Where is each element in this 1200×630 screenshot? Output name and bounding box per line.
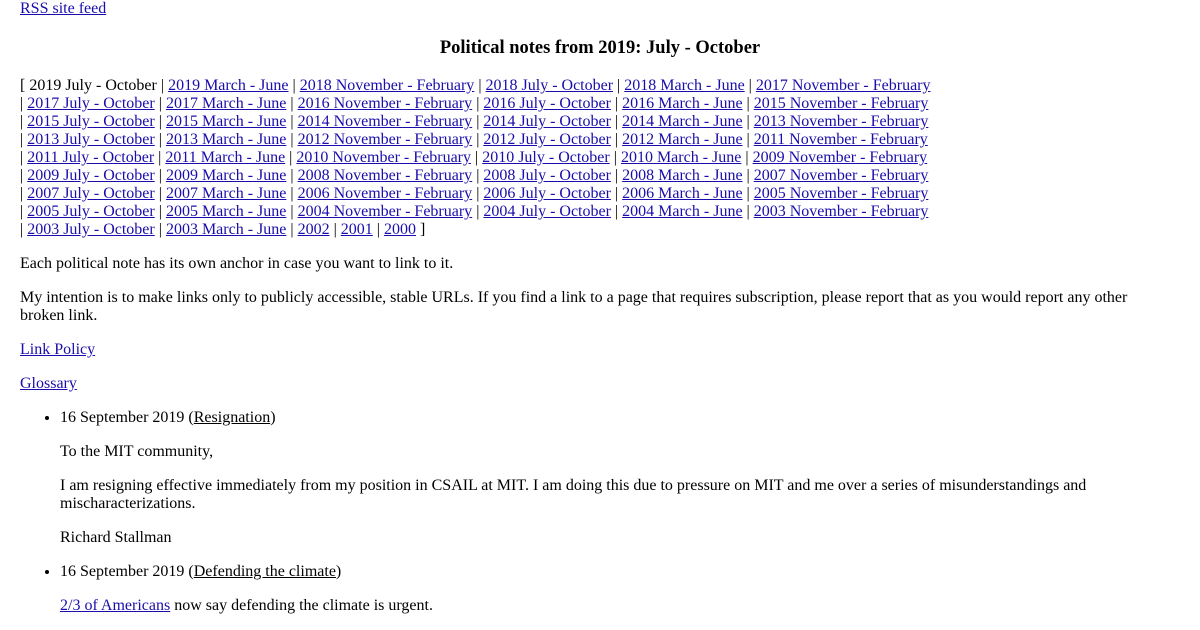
archive-line: | 2015 July - October | 2015 March - June | 2014 November - February | 2014 July - October | 2014 March - June | 2013 November - February	[20, 113, 929, 130]
archive-link[interactable]: 2003 November - February	[753, 203, 929, 220]
archive-link[interactable]: 2016 November - February	[297, 95, 473, 112]
archive-link[interactable]: 2015 March - June	[165, 113, 287, 130]
archive-link[interactable]: 2006 March - June	[622, 185, 743, 202]
note-date: 16 September 2019	[60, 409, 185, 426]
archive-link[interactable]: 2014 July - October	[483, 113, 611, 130]
archive-link[interactable]: 2005 July - October	[27, 203, 155, 220]
archive-link[interactable]: 2009 July - October	[27, 167, 155, 184]
archive-link[interactable]: 2000	[383, 221, 416, 238]
archive-link[interactable]: 2015 November - February	[753, 95, 929, 112]
archive-link[interactable]: 2014 November - February	[297, 113, 473, 130]
archive-navigation	[20, 77, 1180, 239]
note-paragraph	[60, 597, 1160, 615]
archive-link[interactable]: 2017 July - October	[27, 95, 155, 112]
note-defending-climate: • 16 September 2019 (Defending the climate) 2/3 of Americans now say defending the climate is urgent.	[60, 563, 1160, 615]
archive-link[interactable]: 2011 November - February	[753, 131, 928, 148]
note-paragraph: I am resigning effective immediately from my position in CSAIL at MIT. I am doing this due to pressure on MIT and me over a series of misunderstandings and mischaracterizations.	[60, 477, 1087, 512]
archive-link[interactable]: 2012 November - February	[297, 131, 473, 148]
anchor-note: Each political note has its own anchor in case you want to link to it.	[20, 255, 454, 272]
note-signature: Richard Stallman	[60, 529, 172, 546]
archive-link[interactable]: 2011 March - June	[165, 149, 286, 166]
archive-link[interactable]: 2018 November - February	[299, 77, 475, 94]
note-paragraph: To the MIT community,	[60, 443, 214, 460]
archive-link[interactable]: 2006 July - October	[483, 185, 611, 202]
archive-link[interactable]: 2003 March - June	[165, 221, 287, 238]
archive-link[interactable]: 2009 November - February	[752, 149, 928, 166]
archive-link[interactable]: 2007 July - October	[27, 185, 155, 202]
archive-link[interactable]: 2013 March - June	[165, 131, 287, 148]
archive-line: | 2007 July - October | 2007 March - June | 2006 November - February | 2006 July - October | 2006 March - June | 2005 November - February	[20, 185, 929, 202]
archive-link[interactable]: 2018 March - June	[624, 77, 745, 94]
note-date: 16 September 2019	[60, 563, 185, 580]
archive-link[interactable]: 2008 March - June	[622, 167, 743, 184]
americans-link[interactable]: 2/3 of Americans	[60, 597, 171, 614]
archive-link[interactable]: 2007 November - February	[753, 167, 929, 184]
archive-link[interactable]: 2018 July - October	[485, 77, 614, 94]
note-text: now say defending the climate is urgent.	[170, 597, 433, 614]
archive-link[interactable]: 2010 November - February	[296, 149, 471, 166]
archive-link[interactable]: 2003 July - October	[27, 221, 155, 238]
archive-line: | 2011 July - October | 2011 March - June | 2010 November - February | 2010 July - October | 2010 March - June | 2009 November - February	[20, 149, 928, 166]
archive-link[interactable]: 2007 March - June	[165, 185, 287, 202]
archive-link[interactable]: 2013 July - October	[27, 131, 155, 148]
link-policy-link[interactable]: Link Policy	[20, 341, 96, 358]
archive-link[interactable]: 2009 March - June	[165, 167, 287, 184]
archive-link[interactable]: 2004 March - June	[622, 203, 743, 220]
page-title: Political notes from 2019: July - October	[439, 38, 761, 58]
archive-link[interactable]: 2015 July - October	[27, 113, 155, 130]
archive-link[interactable]: 2012 March - June	[622, 131, 743, 148]
archive-link[interactable]: 2017 November - February	[755, 77, 931, 94]
archive-link[interactable]: 2016 March - June	[622, 95, 743, 112]
archive-link[interactable]: 2006 November - February	[297, 185, 473, 202]
archive-link[interactable]: 2016 July - October	[483, 95, 611, 112]
archive-line: | 2005 July - October | 2005 March - June | 2004 November - February | 2004 July - October | 2004 March - June | 2003 November - February	[20, 203, 929, 220]
archive-link[interactable]: 2008 July - October	[483, 167, 611, 184]
archive-link[interactable]: 2005 March - June	[165, 203, 287, 220]
note-resignation: • 16 September 2019 (Resignation) To the MIT community, I am resigning effective immediately from my position in CSAIL at MIT. I am doing this due to pressure on MIT and me over a series of misunderstandings and mischaracterizations. Richard Stallman	[60, 409, 1160, 563]
rss-feed-link[interactable]: RSS site feed	[20, 0, 107, 17]
archive-link[interactable]: 2001	[340, 221, 373, 238]
archive-link[interactable]: 2004 November - February	[297, 203, 473, 220]
archive-link[interactable]: 2017 March - June	[165, 95, 287, 112]
archive-line: | 2003 July - October | 2003 March - June | 2002 | 2001 | 2000 ]	[20, 221, 426, 238]
archive-link[interactable]: 2005 November - February	[753, 185, 929, 202]
archive-link[interactable]: 2019 March - June	[168, 77, 289, 94]
note-title-link[interactable]: Resignation	[193, 409, 271, 426]
intention-note: My intention is to make links only to publicly accessible, stable URLs. If you find a link to a page that requires subscription, please report that as you would report any other broken link.	[20, 289, 1128, 324]
archive-link[interactable]: 2011 July - October	[27, 149, 155, 166]
archive-close-bracket: ]	[419, 221, 426, 238]
archive-link[interactable]: 2013 November - February	[753, 113, 929, 130]
notes-list	[20, 409, 1160, 615]
glossary-link[interactable]: Glossary	[20, 375, 77, 392]
archive-link[interactable]: 2014 March - June	[622, 113, 743, 130]
archive-line: [ 2019 July - October | 2019 March - June | 2018 November - February | 2018 July - October | 2018 March - June | 2017 November - February	[20, 77, 931, 94]
archive-current-period: 2019 July - October	[29, 77, 157, 94]
archive-link[interactable]: 2010 March - June	[620, 149, 742, 166]
archive-line: | 2009 July - October | 2009 March - June | 2008 November - February | 2008 July - October | 2008 March - June | 2007 November - February	[20, 167, 929, 184]
archive-link[interactable]: 2010 July - October	[482, 149, 610, 166]
archive-link[interactable]: 2002	[297, 221, 330, 238]
archive-link[interactable]: 2008 November - February	[297, 167, 473, 184]
archive-link[interactable]: 2012 July - October	[483, 131, 611, 148]
archive-line: | 2017 July - October | 2017 March - June | 2016 November - February | 2016 July - October | 2016 March - June | 2015 November - February	[20, 95, 929, 112]
archive-link[interactable]: 2004 July - October	[483, 203, 611, 220]
note-title-link[interactable]: Defending the climate	[193, 563, 336, 580]
archive-line: | 2013 July - October | 2013 March - June | 2012 November - February | 2012 July - October | 2012 March - June | 2011 November - February	[20, 131, 928, 148]
